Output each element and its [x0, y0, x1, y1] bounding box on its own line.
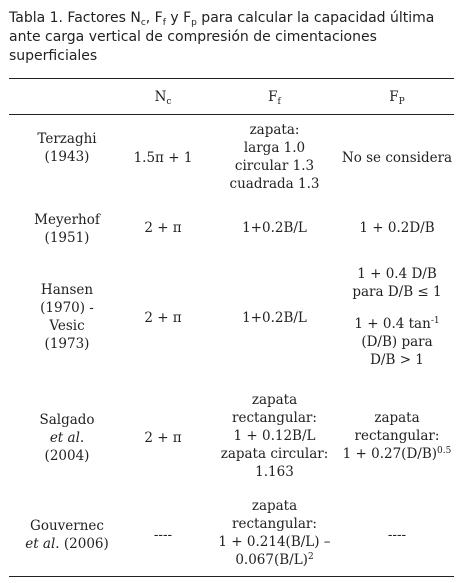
fp-terzaghi: No se considera [341, 150, 453, 166]
ff-terzaghi: zapata: larga 1.0 circular 1.3 cuadrada 1.3 [229, 122, 320, 192]
fp-meyerhof: 1 + 0.2D/B [359, 220, 435, 236]
author-meyerhof: Meyerhof (1951) [34, 212, 100, 246]
header-nc: $N_c$ [154, 89, 172, 107]
ff-gouvernec: zapata rectangular: 1 + 0.214(B/L) – $0.067(B/L)^2$ [218, 498, 331, 568]
table-caption [9, 9, 449, 66]
header-fp: $F_P$ [389, 89, 405, 107]
nc-meyerhof: 2 + π [144, 220, 182, 236]
table-bottom-rule [9, 576, 454, 577]
nc-salgado: 2 + π [144, 430, 182, 446]
fp-gouvernec: ---- [387, 527, 407, 543]
nc-terzaghi: 1.5π + 1 [133, 150, 193, 166]
ff-salgado: zapata rectangular: 1 + 0.12B/L zapata circular: 1.163 [220, 392, 329, 480]
nc-gouvernec: ---- [153, 527, 173, 543]
header-ff: $F_f$ [268, 89, 281, 107]
header-rule [9, 114, 454, 115]
table-top-rule [9, 78, 454, 79]
author-salgado: Salgado et al. (2004) [39, 412, 95, 464]
caption-sub-c: c [140, 18, 146, 28]
ff-meyerhof: 1+0.2B/L [242, 220, 307, 236]
caption-sub-p: p [191, 18, 197, 28]
fp-hansen-a: 1 + 0.4 D/B para D/B ≤ 1 [352, 266, 442, 300]
nc-hansen: 2 + π [144, 310, 182, 326]
fp-salgado: zapata rectangular: $1 + 0.27(D/B)^{0.5}$ [342, 410, 452, 462]
fp-hansen-b: 1 + 0.4 $\tan^{-1}$ (D/B) para D/B > 1 [354, 316, 440, 368]
author-hansen-vesic: Hansen (1970) - Vesic (1973) [40, 282, 94, 352]
author-gouvernec: Gouvernec et al. (2006) [25, 518, 109, 552]
caption-text: , F [145, 10, 163, 26]
caption-text: para calcular la capacidad última ante carga vertical de compresión de cimentaciones superficiales [9, 10, 435, 64]
author-terzaghi: Terzaghi (1943) [37, 131, 97, 165]
caption-text: y F [165, 10, 192, 26]
ff-hansen: 1+0.2B/L [242, 310, 307, 326]
caption-text: Tabla 1. Factores N [9, 10, 141, 26]
caption-sub-f: f [162, 18, 166, 28]
